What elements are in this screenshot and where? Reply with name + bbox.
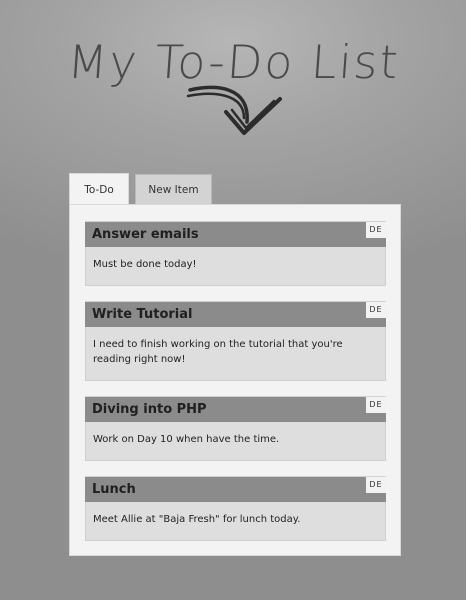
header: [0, 0, 466, 150]
todo-item-body: Meet Allie at "Baja Fresh" for lunch today.: [85, 502, 386, 541]
edit-button[interactable]: E: [376, 225, 383, 234]
todo-item: [85, 221, 386, 286]
item-actions: [366, 477, 386, 493]
edit-button[interactable]: E: [376, 480, 383, 489]
todo-item: [85, 396, 386, 461]
todo-item-title: Write Tutorial: [92, 307, 193, 322]
todo-item-header: [85, 301, 386, 327]
todo-item-header: [85, 396, 386, 422]
todo-panel: [69, 204, 401, 556]
todo-item: [85, 476, 386, 541]
todo-item-title: Diving into PHP: [92, 402, 207, 417]
todo-item-body: Work on Day 10 when have the time.: [85, 422, 386, 461]
edit-button[interactable]: E: [376, 305, 383, 314]
header-graphic: [0, 0, 466, 150]
page-title: My To-Do List: [65, 35, 402, 89]
item-actions: [366, 302, 386, 318]
edit-button[interactable]: E: [376, 400, 383, 409]
todo-item-title: Answer emails: [92, 227, 199, 242]
delete-button[interactable]: D: [369, 480, 377, 489]
delete-button[interactable]: D: [369, 305, 377, 314]
todo-item-title: Lunch: [92, 482, 136, 497]
item-actions: [366, 397, 386, 413]
delete-button[interactable]: D: [369, 225, 377, 234]
todo-item-header: [85, 476, 386, 502]
curved-down-arrow-icon: [188, 87, 280, 133]
todo-item-body: Must be done today!: [85, 247, 386, 286]
item-actions: [366, 222, 386, 238]
todo-item-header: [85, 221, 386, 247]
todo-item: [85, 301, 386, 381]
delete-button[interactable]: D: [369, 400, 377, 409]
tab-to-do[interactable]: To-Do: [69, 173, 129, 205]
todo-item-body: I need to finish working on the tutorial that you're reading right now!: [85, 327, 386, 381]
tab-new-item[interactable]: New Item: [135, 174, 212, 204]
